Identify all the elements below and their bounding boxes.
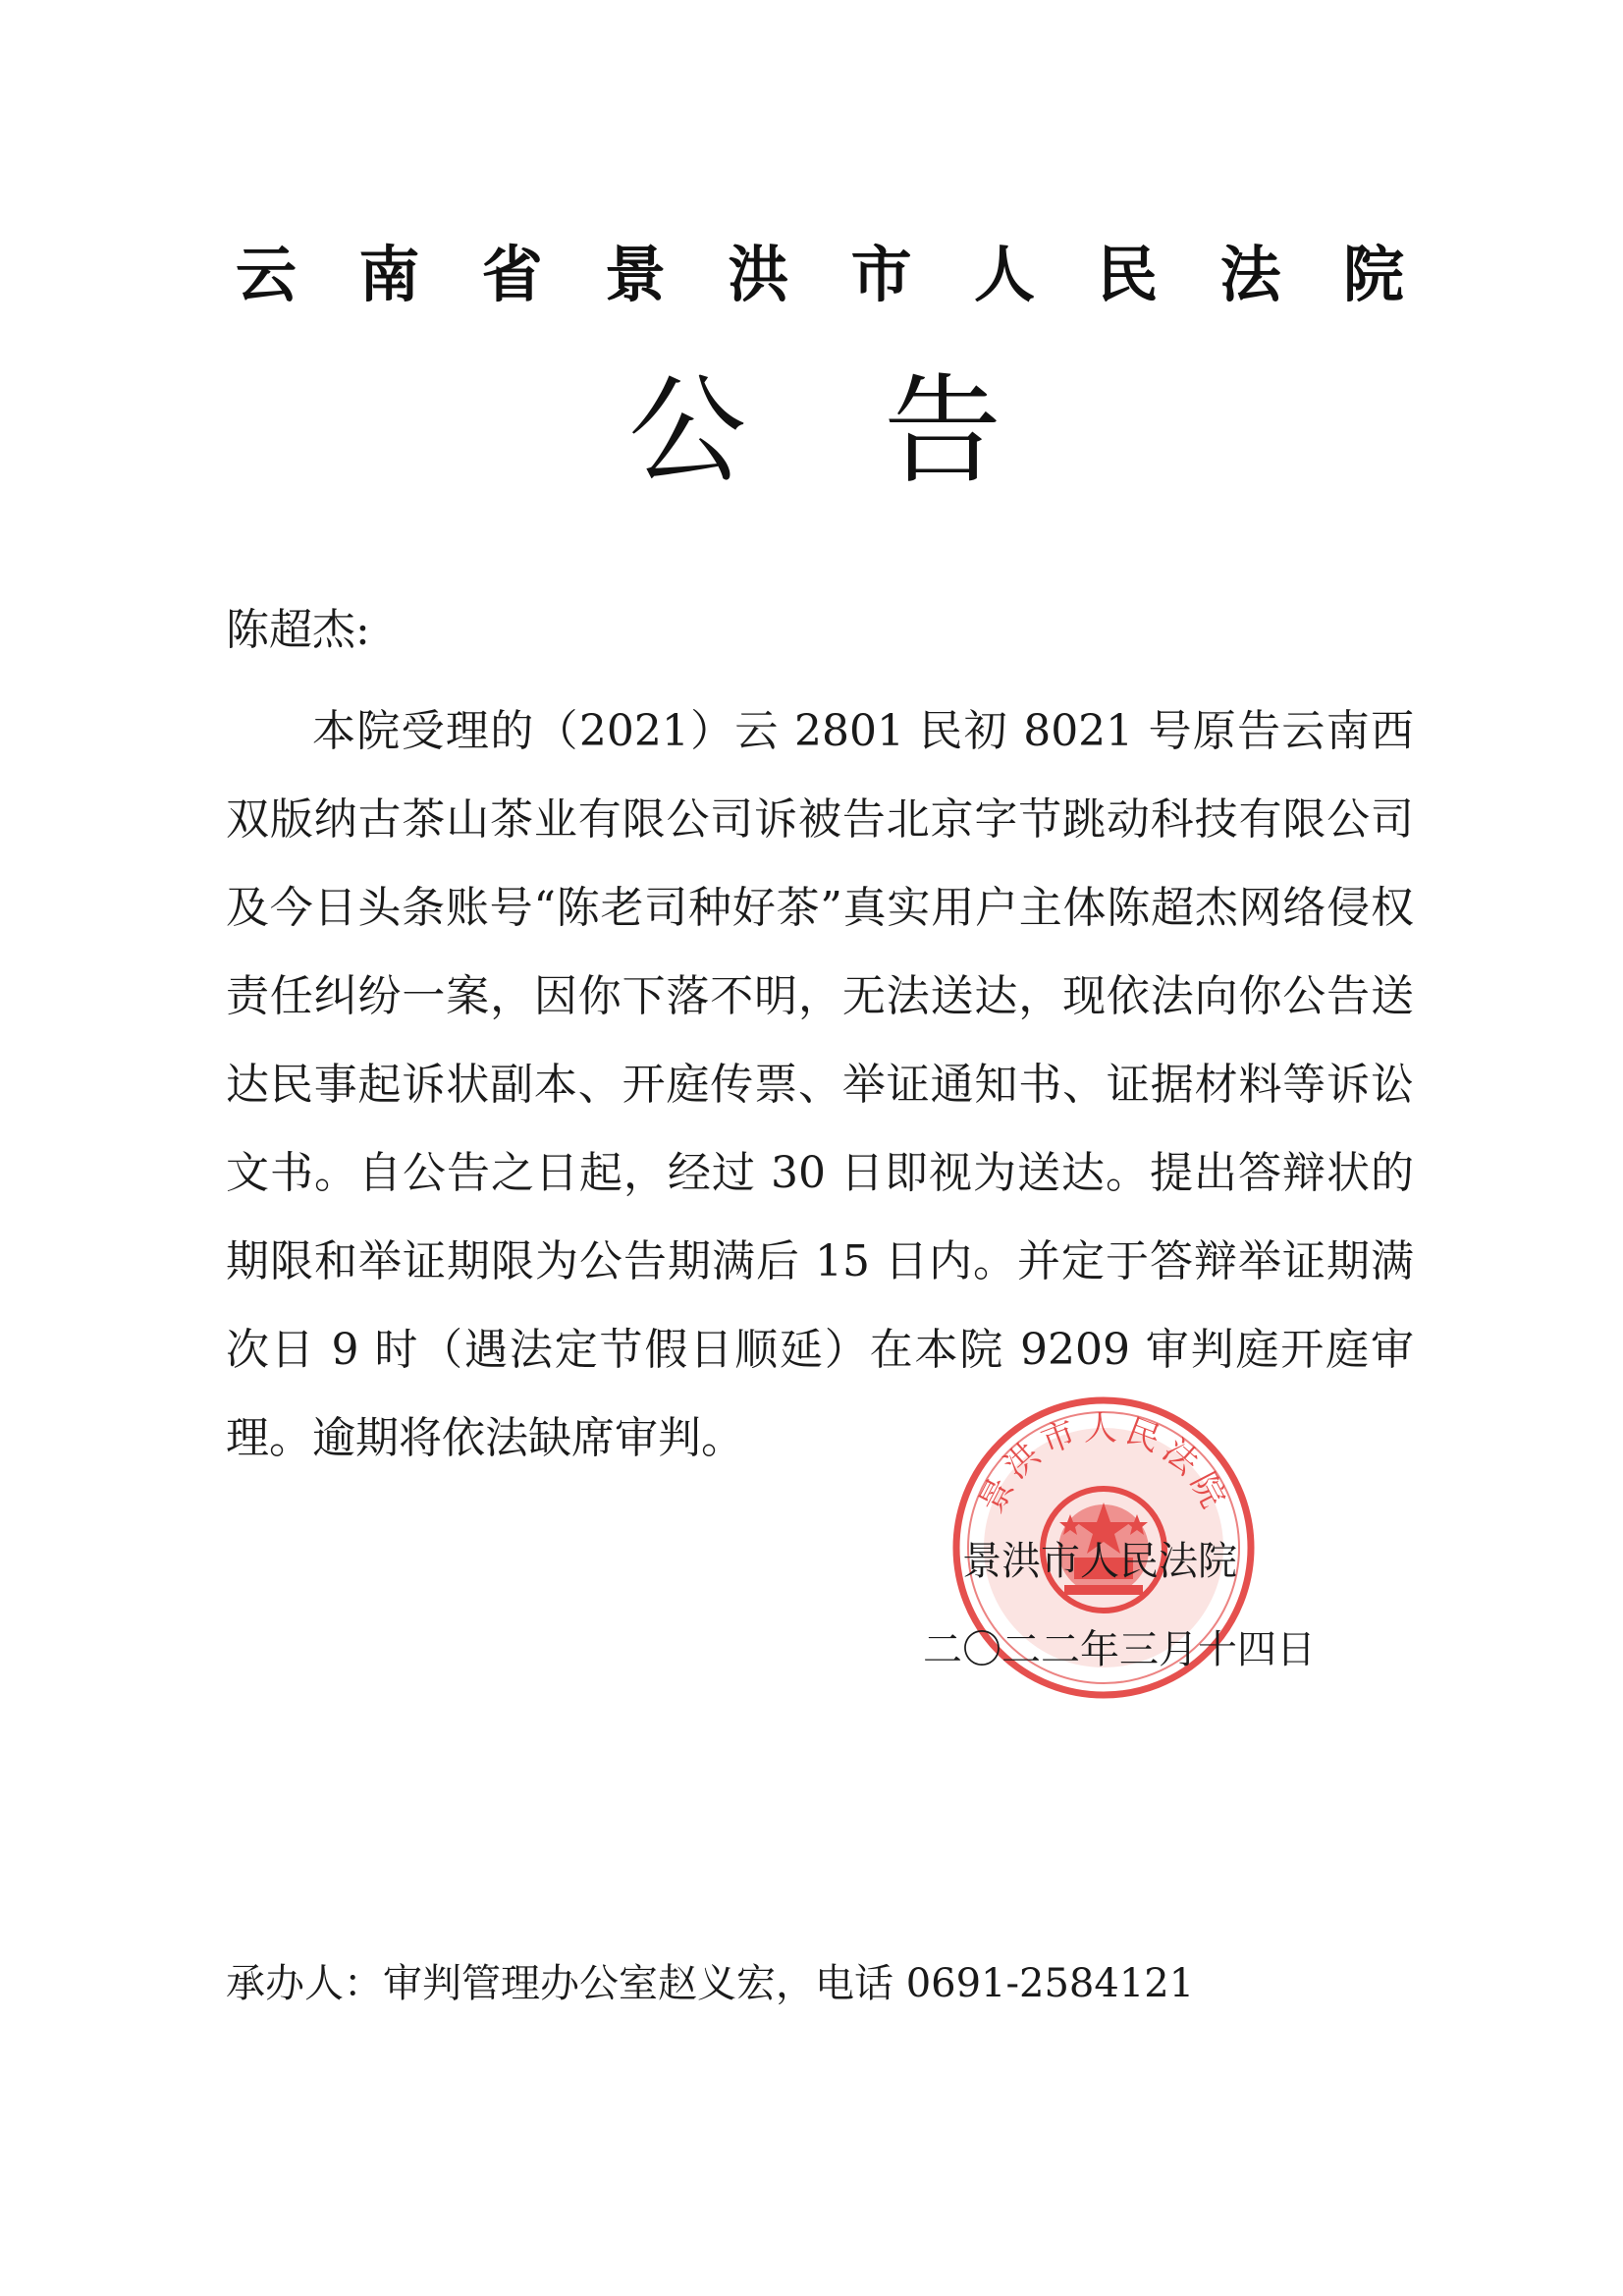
document-title-char: 公: [628, 363, 746, 500]
issue-date: 二〇二二年三月十四日: [923, 1627, 1316, 1672]
contact-line: 承办人：审判管理办公室赵义宏，电话 0691-2584121: [226, 1961, 1195, 2006]
court-name-char: 市: [850, 239, 912, 310]
announcement-body: 本院受理的（2021）云 2801 民初 8021 号原告云南西双版纳古茶山茶业有限公司诉被告北京字节跳动科技有限公司及今日头条账号“陈老司种好茶”真实用户主体陈超杰网络侵权责任纠纷一案，因你下落不明，无法送达，现依法向你公告送达民事起诉状副本、开庭传票、举证通知书、证据材料等诉讼文书。自公告之日起，经过 30 日即视为送达。提出答辩状的期限和举证期限为公告期满后 15 日内。并定于答辩举证期满次日 9 时（遇法定节假日顺延）在本院 9209 审判庭开庭审理。逾期将依法缺席审判。: [226, 706, 1414, 1463]
court-name-char: 人: [973, 239, 1035, 310]
court-name-char: 洪: [728, 239, 789, 310]
issuing-court-signature: 景洪市人民法院: [962, 1539, 1237, 1584]
seal-ring-text: 景洪市人民法院: [971, 1408, 1236, 1520]
court-name-char: 民: [1097, 239, 1159, 310]
court-name-char: 云: [236, 239, 298, 310]
court-name-char: 南: [358, 239, 420, 310]
court-name-char: 省: [481, 239, 543, 310]
court-name-char: 法: [1219, 239, 1281, 310]
addressee: 陈超杰:: [226, 605, 370, 655]
document-title: [628, 363, 1001, 501]
court-name-char: 院: [1342, 239, 1404, 310]
document-title-char: 告: [884, 363, 1001, 500]
court-name-heading: [236, 236, 1404, 314]
court-name-char: 景: [604, 239, 666, 310]
